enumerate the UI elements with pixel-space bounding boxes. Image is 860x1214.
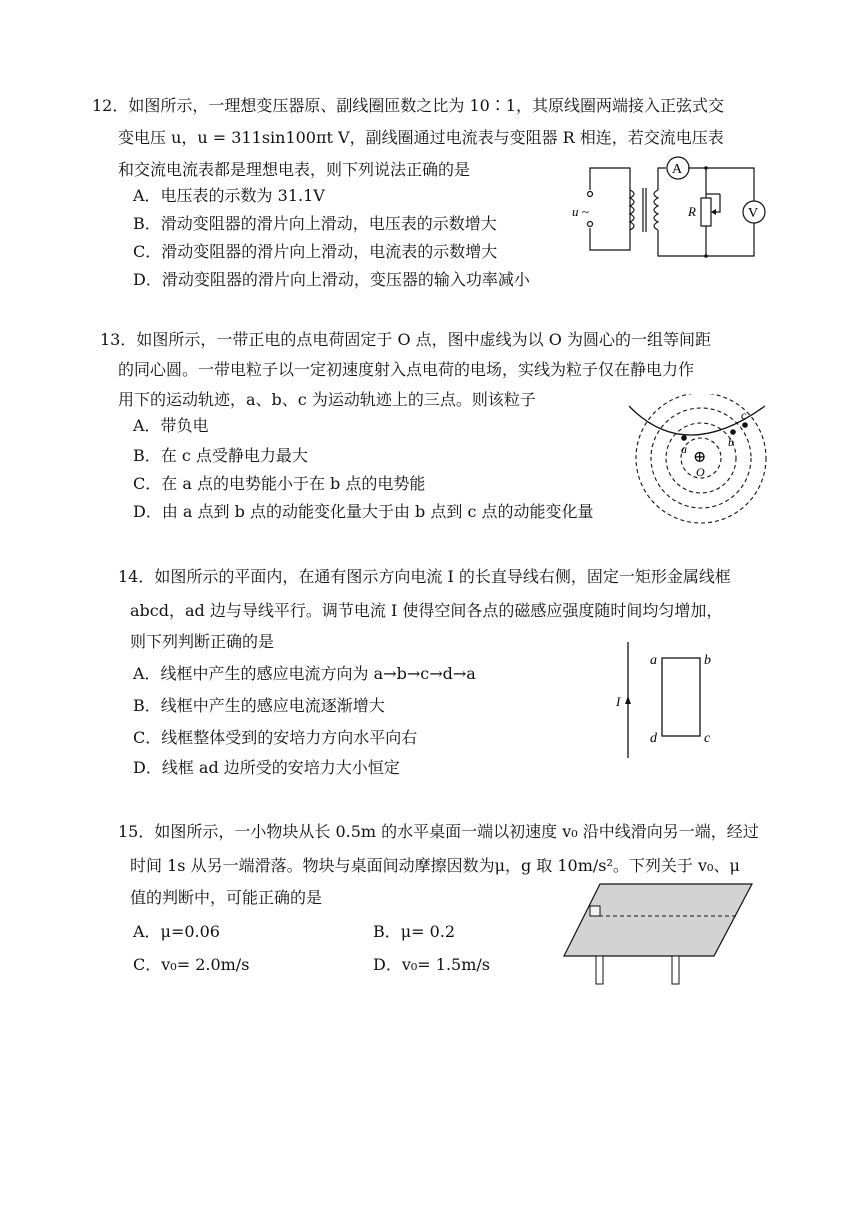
q15-option-d: D．v₀= 1.5m/s [373, 955, 490, 974]
q14-corner-b: b [704, 653, 711, 668]
q12-option-a: A．电压表的示数为 31.1V [133, 186, 325, 205]
table-slide-diagram [562, 880, 756, 990]
q14-option-c: C．线框整体受到的安培力方向水平向右 [133, 728, 418, 747]
table-leg-left [596, 956, 603, 984]
q15-option-c: C．v₀= 2.0m/s [133, 955, 250, 974]
q12-option-c: C．滑动变阻器的滑片向上滑动，电流表的示数增大 [133, 242, 498, 261]
q13-option-d: D．由 a 点到 b 点的动能变化量大于由 b 点到 c 点的动能变化量 [133, 502, 594, 521]
q13-option-a: A．带负电 [133, 416, 209, 435]
q14-option-b: B．线框中产生的感应电流逐渐增大 [133, 696, 385, 715]
q14-corner-a: a [650, 653, 657, 668]
q13-stem-line-2: 的同心圆。一带电粒子以一定初速度射入点电荷的电场，实线为粒子仅在静电力作 [118, 360, 695, 379]
q13-center-o: O [696, 465, 705, 479]
q12-source-label: u ~ [572, 204, 589, 219]
q15-option-b: B．μ= 0.2 [373, 922, 456, 941]
table-leg-right [672, 956, 679, 984]
q14-stem-line-2: abcd，ad 边与导线平行。调节电流 I 使得空间各点的磁感应强度随时间均匀增加， [130, 601, 723, 620]
tabletop [564, 884, 752, 956]
q14-option-a: A．线框中产生的感应电流方向为 a→b→c→d→a [133, 664, 476, 683]
resistor-label: R [688, 204, 696, 219]
concentric-field-diagram [625, 394, 775, 529]
q14-current-label: I [616, 694, 621, 709]
voltmeter-label: V [748, 206, 759, 221]
q15-stem-line-3: 值的判断中，可能正确的是 [130, 888, 323, 907]
q13-point-b: b [728, 435, 734, 449]
q14-stem-line-3: 则下列判断正确的是 [130, 632, 275, 651]
q12-stem-line-3: 和交流电流表都是理想电表，则下列说法正确的是 [118, 160, 471, 179]
q14-corner-d: d [650, 731, 657, 746]
q14-stem-line-1: 14．如图所示的平面内，在通有图示方向电流 I 的长直导线右侧，固定一矩形金属线框 [118, 567, 731, 586]
block [590, 906, 600, 916]
q12-option-b: B．滑动变阻器的滑片向上滑动，电压表的示数增大 [133, 214, 497, 233]
q13-stem-line-3: 用下的运动轨迹，a、b、c 为运动轨迹上的三点。则该粒子 [118, 390, 536, 409]
q13-point-a: a [681, 442, 687, 456]
q13-point-c: c [741, 408, 747, 422]
q12-option-d: D．滑动变阻器的滑片向上滑动，变压器的输入功率减小 [133, 270, 530, 289]
transformer-circuit-diagram [568, 150, 778, 260]
q14-option-d: D．线框 ad 边所受的安培力大小恒定 [133, 758, 400, 777]
ammeter-label: A [672, 162, 683, 177]
q15-stem-line-2: 时间 1s 从另一端滑落。物块与桌面间动摩擦因数为μ，g 取 10m/s²。下列关于 v₀、μ [130, 856, 740, 875]
q15-option-a: A．μ=0.06 [133, 922, 220, 941]
q12-stem-line-2: 变电压 u，u = 311sin100πt V，副线圈通过电流表与变阻器 R 相连，若交流电压表 [118, 128, 724, 147]
q13-option-c: C．在 a 点的电势能小于在 b 点的电势能 [133, 474, 426, 493]
current-arrow-icon [625, 696, 631, 704]
q13-option-b: B．在 c 点受静电力最大 [133, 446, 308, 465]
q12-stem-line-1: 12．如图所示，一理想变压器原、副线圈匝数之比为 10∶1，其原线圈两端接入正弦式交 [92, 96, 724, 115]
q15-stem-line-1: 15．如图所示，一小物块从长 0.5m 的水平桌面一端以初速度 v₀ 沿中线滑向另一端，经过 [118, 822, 759, 841]
wire-and-loop-diagram [610, 640, 730, 760]
rectangular-loop [662, 658, 700, 736]
positive-charge-icon: ⊕ [693, 449, 707, 466]
q13-stem-line-1: 13．如图所示，一带正电的点电荷固定于 O 点，图中虚线为以 O 为圆心的一组等间距 [100, 330, 711, 349]
q14-corner-c: c [704, 731, 711, 746]
